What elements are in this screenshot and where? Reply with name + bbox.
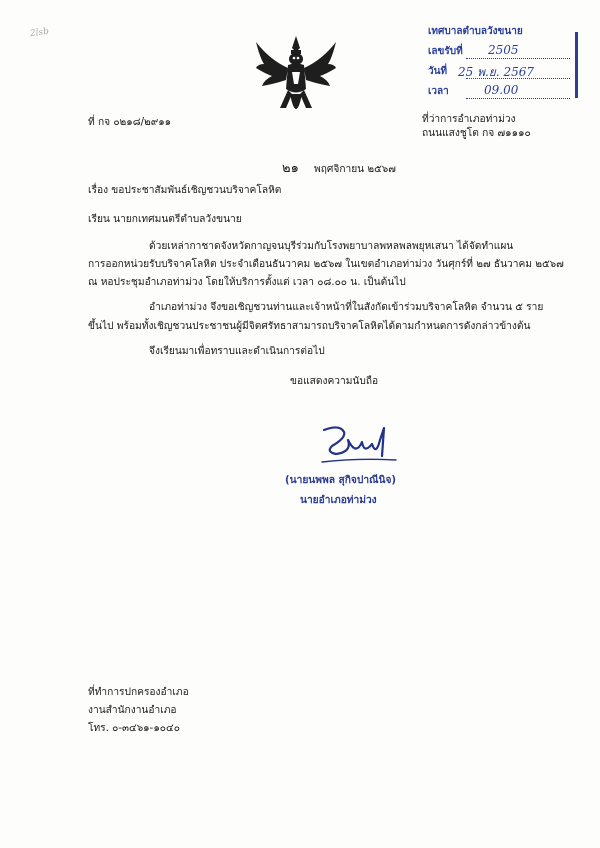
garuda-emblem-icon bbox=[254, 34, 338, 124]
body-paragraph-1: การออกหน่วยรับบริจาคโลหิต ประจำเดือนธันวาคม ๒๕๖๗ ในเขตอำเภอท่าม่วง วันศุกร์ที่ ๒๗ ธันวาคม ๒๕๖๗ bbox=[88, 259, 564, 270]
date-month-year: พฤศจิกายน ๒๕๖๗ bbox=[314, 164, 396, 175]
subject-line: เรื่อง ขอประชาสัมพันธ์เชิญชวนบริจาคโลหิต bbox=[88, 185, 282, 196]
receipt-stamp bbox=[422, 24, 578, 104]
stamp-time-value: 09.00 bbox=[484, 83, 519, 97]
stamp-line bbox=[466, 98, 570, 99]
body-paragraph-1: ณ หอประชุมอำเภอท่าม่วง โดยให้บริการตั้งแต่ เวลา ๐๘.๐๐ น. เป็นต้นไป bbox=[88, 277, 406, 288]
recipient-line: เรียน นายกเทศมนตรีตำบลวังขนาย bbox=[88, 214, 242, 225]
office-address-line2: ถนนแสงชูโต กจ ๗๑๑๑๐ bbox=[422, 128, 531, 139]
footer-section: งานสำนักงานอำเภอ bbox=[88, 705, 177, 716]
corner-handwritten-note: 2lsb bbox=[29, 26, 50, 40]
stamp-line bbox=[466, 58, 570, 59]
stamp-border bbox=[575, 32, 578, 98]
signatory-name: (นายนพพล สุกิจปาณีนิจ) bbox=[285, 475, 397, 486]
stamp-receipt-no: 2505 bbox=[488, 43, 519, 57]
handwritten-signature-icon bbox=[318, 422, 402, 470]
stamp-date-value: 25 พ.ย. 2567 bbox=[458, 65, 535, 79]
body-paragraph-2: ขึ้นไป พร้อมทั้งเชิญชวนประชาชนผู้มีจิตศรัทธาสามารถบริจาคโลหิตได้ตามกำหนดการดังกล่าวข้างต้น bbox=[88, 321, 531, 332]
closing-regards: ขอแสดงความนับถือ bbox=[290, 376, 379, 387]
body-paragraph-1: ด้วยเหล่ากาชาดจังหวัดกาญจนบุรีร่วมกับโรงพยาบาลพหลพลพยุหเสนา ได้จัดทำแผน bbox=[149, 241, 514, 252]
footer-phone: โทร. ๐-๓๔๖๑-๑๐๔๐ bbox=[88, 723, 180, 734]
body-paragraph-3: จึงเรียนมาเพื่อทราบและดำเนินการต่อไป bbox=[149, 346, 325, 357]
document-number: ที่ กจ ๐๒๑๘/๒๙๑๑ bbox=[88, 117, 172, 128]
signatory-position: นายอำเภอท่าม่วง bbox=[300, 495, 377, 506]
footer-department: ที่ทำการปกครองอำเภอ bbox=[88, 687, 189, 698]
body-paragraph-2: อำเภอท่าม่วง จึงขอเชิญชวนท่านและเจ้าหน้าที่ในสังกัดเข้าร่วมบริจาคโลหิต จำนวน ๕ ราย bbox=[149, 302, 544, 313]
date-day: ๒๑ bbox=[282, 161, 299, 176]
stamp-date-label: วันที่ bbox=[428, 66, 448, 77]
stamp-receipt-label: เลขรับที่ bbox=[428, 46, 463, 57]
stamp-time-label: เวลา bbox=[428, 86, 449, 97]
stamp-org: เทศบาลตำบลวังขนาย bbox=[428, 26, 523, 37]
office-address-line1: ที่ว่าการอำเภอท่าม่วง bbox=[422, 114, 516, 125]
